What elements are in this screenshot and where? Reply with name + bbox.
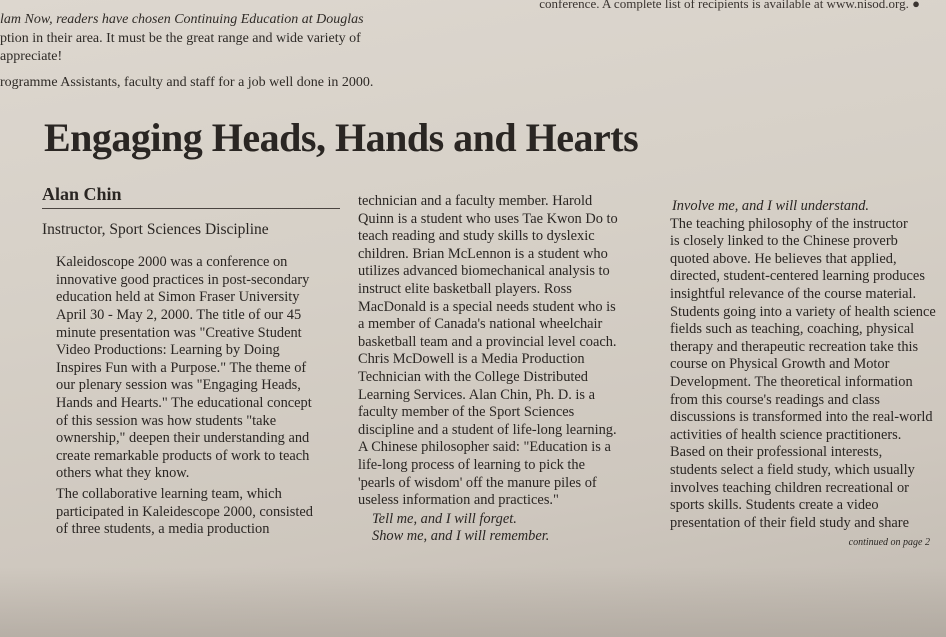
snippet-line-2: ption in their area. It must be the great range and wide variety of	[0, 31, 361, 46]
text-line: innovative good practices in post-secondary	[56, 271, 310, 288]
text-line: discussions is transformed into the real-world	[670, 409, 933, 426]
snippet-line-3: appreciate!	[0, 49, 63, 64]
text-line: therapy and therapeutic recreation take this	[670, 338, 919, 355]
paragraph-learning-team	[42, 486, 342, 539]
nisod-recipients-text: conference. A complete list of recipients is available at www.nisod.org.	[539, 0, 909, 11]
text-line: discipline and a student of life-long learning.	[358, 421, 617, 438]
proverb-line-involve: Involve me, and I will understand.	[672, 198, 870, 214]
text-line: others what they know.	[56, 465, 190, 482]
text-line: directed, student-centered learning produces	[670, 268, 925, 285]
text-line: Students going into a variety of health science	[670, 303, 936, 320]
proverb-line: Tell me, and I will forget.	[372, 510, 517, 527]
text-line: Development. The theoretical information	[670, 373, 913, 390]
text-line: fields such as teaching, coaching, physical	[670, 321, 915, 338]
paragraph-team-members	[358, 193, 648, 510]
article-column-3	[656, 198, 938, 552]
text-line: presentation of their field study and share	[670, 514, 909, 531]
text-line: students select a field study, which usually	[670, 461, 915, 478]
text-line: involves teaching children recreational or	[670, 479, 909, 496]
text-line: create remarkable products of work to teach	[56, 447, 310, 464]
text-line: of three students, a media production	[56, 521, 270, 538]
text-line: technician and a faculty member. Harold	[358, 193, 593, 209]
text-line: The teaching philosophy of the instructor	[670, 215, 908, 232]
previous-article-snippet	[0, 0, 946, 100]
text-line: a member of Canada's national wheelchair	[358, 316, 603, 333]
text-line: participated in Kaleidescope 2000, consisted	[56, 503, 313, 520]
text-line: April 30 - May 2, 2000. The title of our 45	[56, 306, 302, 323]
proverb-line: Show me, and I will remember.	[372, 528, 550, 545]
text-line: Kaleidoscope 2000 was a conference on	[56, 254, 288, 271]
snippet-line-1: lam Now, readers have chosen Continuing Education at Douglas	[0, 12, 364, 27]
text-line: instruct elite basketball players. Ross	[358, 280, 572, 297]
text-line: Based on their professional interests,	[670, 444, 883, 461]
text-line: course on Physical Growth and Motor	[670, 356, 890, 373]
text-line: Inspires Fun with a Purpose." The theme of	[56, 359, 307, 376]
text-line: Chris McDowell is a Media Production	[358, 351, 585, 368]
text-line: our plenary session was "Engaging Heads,	[56, 377, 301, 394]
text-line: Hands and Hearts." The educational concept	[56, 394, 312, 411]
snippet-line-4: rogramme Assistants, faculty and staff for a job well done in 2000.	[0, 75, 374, 90]
text-line: 'pearls of wisdom' off the manure piles of	[358, 474, 597, 491]
text-line: education held at Simon Fraser University	[56, 289, 300, 306]
text-line: The collaborative learning team, which	[56, 485, 282, 502]
text-line: life-long process of learning to pick the	[358, 456, 585, 473]
article-headline: Engaging Heads, Hands and Hearts	[44, 115, 639, 160]
text-line: Learning Services. Alan Chin, Ph. D. is a	[358, 386, 596, 403]
text-line: is closely linked to the Chinese proverb	[670, 233, 898, 250]
text-line: MacDonald is a special needs student who is	[358, 298, 616, 315]
text-line: sports skills. Students create a video	[670, 497, 879, 514]
text-line: minute presentation was "Creative Student	[56, 324, 302, 341]
text-line: Technician with the College Distributed	[358, 368, 588, 385]
text-line: from this course's readings and class	[670, 391, 881, 408]
text-line: of this session was how students "take	[56, 412, 277, 429]
text-line: Video Productions: Learning by Doing	[56, 342, 280, 359]
author-name: Alan Chin	[42, 184, 122, 204]
paragraph-kaleidoscope	[42, 254, 342, 483]
text-line: Quinn is a student who uses Tae Kwon Do to	[358, 210, 618, 227]
text-line: quoted above. He believes that applied,	[670, 250, 897, 267]
article-column-1	[42, 186, 342, 539]
text-line: teach reading and study skills to dyslexic	[358, 228, 595, 245]
author-divider	[42, 208, 340, 209]
text-line: utilizes advanced biomechanical analysis to	[358, 263, 610, 280]
paragraph-teaching-philosophy	[656, 216, 938, 533]
photo-shadow	[0, 567, 946, 637]
proverb-lines	[358, 511, 648, 546]
text-line: A Chinese philosopher said: "Education is a	[358, 439, 611, 456]
end-bullet-icon: ●	[912, 0, 920, 11]
text-line: useless information and practices."	[358, 492, 559, 509]
text-line: children. Brian McLennon is a student who	[358, 245, 608, 262]
continued-on-page-label: continued on page 2	[848, 537, 930, 549]
text-line: insightful relevance of the course material.	[670, 285, 917, 302]
text-line: faculty member of the Sport Sciences	[358, 404, 575, 421]
text-line: activities of health science practitioners.	[670, 426, 902, 443]
article-column-2	[358, 193, 648, 546]
author-role: Instructor, Sport Sciences Discipline	[42, 220, 269, 238]
text-line: basketball team and a provincial level coach.	[358, 333, 617, 350]
nisod-recipients-line	[539, 0, 920, 12]
text-line: ownership," deepen their understanding and	[56, 430, 310, 447]
